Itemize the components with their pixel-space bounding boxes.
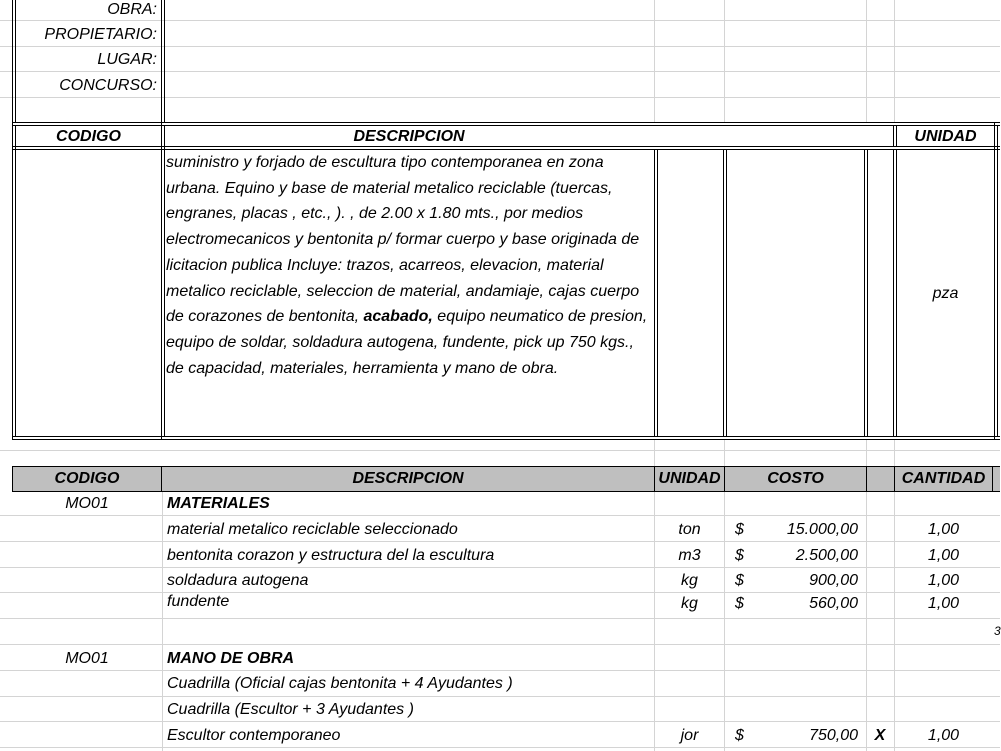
labor-code: MO01: [65, 650, 109, 667]
row-quantity: 1,00: [927, 572, 960, 589]
concept-unit: pza: [932, 285, 959, 302]
propietario-label: PROPIETARIO:: [44, 26, 157, 43]
breakdown-codigo-header: CODIGO: [54, 470, 120, 487]
row-unit: jor: [680, 727, 699, 744]
row-currency: $: [735, 595, 744, 612]
row-quantity: 1,00: [927, 727, 960, 744]
row-currency: $: [735, 547, 744, 564]
labor-title: MANO DE OBRA: [167, 650, 295, 667]
concept-codigo-header: CODIGO: [56, 128, 121, 145]
cut-off-glyph: 3: [994, 624, 1001, 638]
row-description: fundente: [167, 593, 230, 610]
row-description: bentonita corazon y estructura del la escultura: [167, 547, 495, 564]
breakdown-cantidad-header: CANTIDAD: [901, 470, 986, 487]
row-unit: ton: [678, 521, 701, 538]
concept-description: [166, 150, 654, 381]
materials-code: MO01: [65, 495, 109, 512]
row-multiplier: X: [874, 727, 886, 744]
row-currency: $: [735, 727, 744, 744]
row-currency: $: [735, 572, 744, 589]
materials-title: MATERIALES: [167, 495, 270, 512]
row-description: material metalico reciclable seleccionado: [167, 521, 458, 538]
concurso-label: CONCURSO:: [59, 77, 157, 94]
row-cost: 2.500,00: [795, 547, 858, 564]
concept-description-bold: acabado,: [363, 308, 433, 326]
row-unit: m3: [678, 547, 701, 564]
row-description: soldadura autogena: [167, 572, 309, 589]
obra-label: OBRA:: [107, 1, 157, 18]
row-description: Escultor contemporaneo: [167, 727, 341, 744]
labor-crew-1: Cuadrilla (Oficial cajas bentonita + 4 Ayudantes ): [167, 675, 513, 692]
breakdown-costo-header: COSTO: [767, 470, 824, 487]
row-cost: 15.000,00: [786, 521, 858, 538]
row-quantity: 1,00: [927, 521, 960, 538]
row-cost: 560,00: [809, 595, 858, 612]
row-cost: 750,00: [809, 727, 858, 744]
lugar-label: LUGAR:: [97, 51, 157, 68]
breakdown-descripcion-header: DESCRIPCION: [352, 470, 464, 487]
concept-description-part1: suministro y forjado de escultura tipo contemporanea en zona urbana. Equino y base de material metalico reciclable (tuercas, engranes, placas , etc., ). , de 2.00 x 1.80 mts., por medios electromecanicos y bentonita p/ formar cuerpo y base originada de licitacion publica Incluye: trazos, acarreos, elevacion, material metalico reciclable, seleccion de material, andamiaje, cajas cuerpo de corazones de bentonita,: [166, 154, 640, 326]
row-cost: 900,00: [809, 572, 858, 589]
row-unit: kg: [681, 572, 698, 589]
row-quantity: 1,00: [927, 547, 960, 564]
labor-crew-2: Cuadrilla (Escultor + 3 Ayudantes ): [167, 701, 414, 718]
concept-descripcion-header: DESCRIPCION: [353, 128, 465, 145]
breakdown-unidad-header: UNIDAD: [658, 470, 721, 487]
concept-unidad-header: UNIDAD: [914, 128, 977, 145]
concept-description-part2: equipo neumatico de presion, equipo de soldar, soldadura autogena, fundente, pick up 750 kgs., de capacidad, materiales, herramienta y mano de obra.: [166, 308, 648, 377]
row-unit: kg: [681, 595, 698, 612]
row-currency: $: [735, 521, 744, 538]
row-quantity: 1,00: [927, 595, 960, 612]
